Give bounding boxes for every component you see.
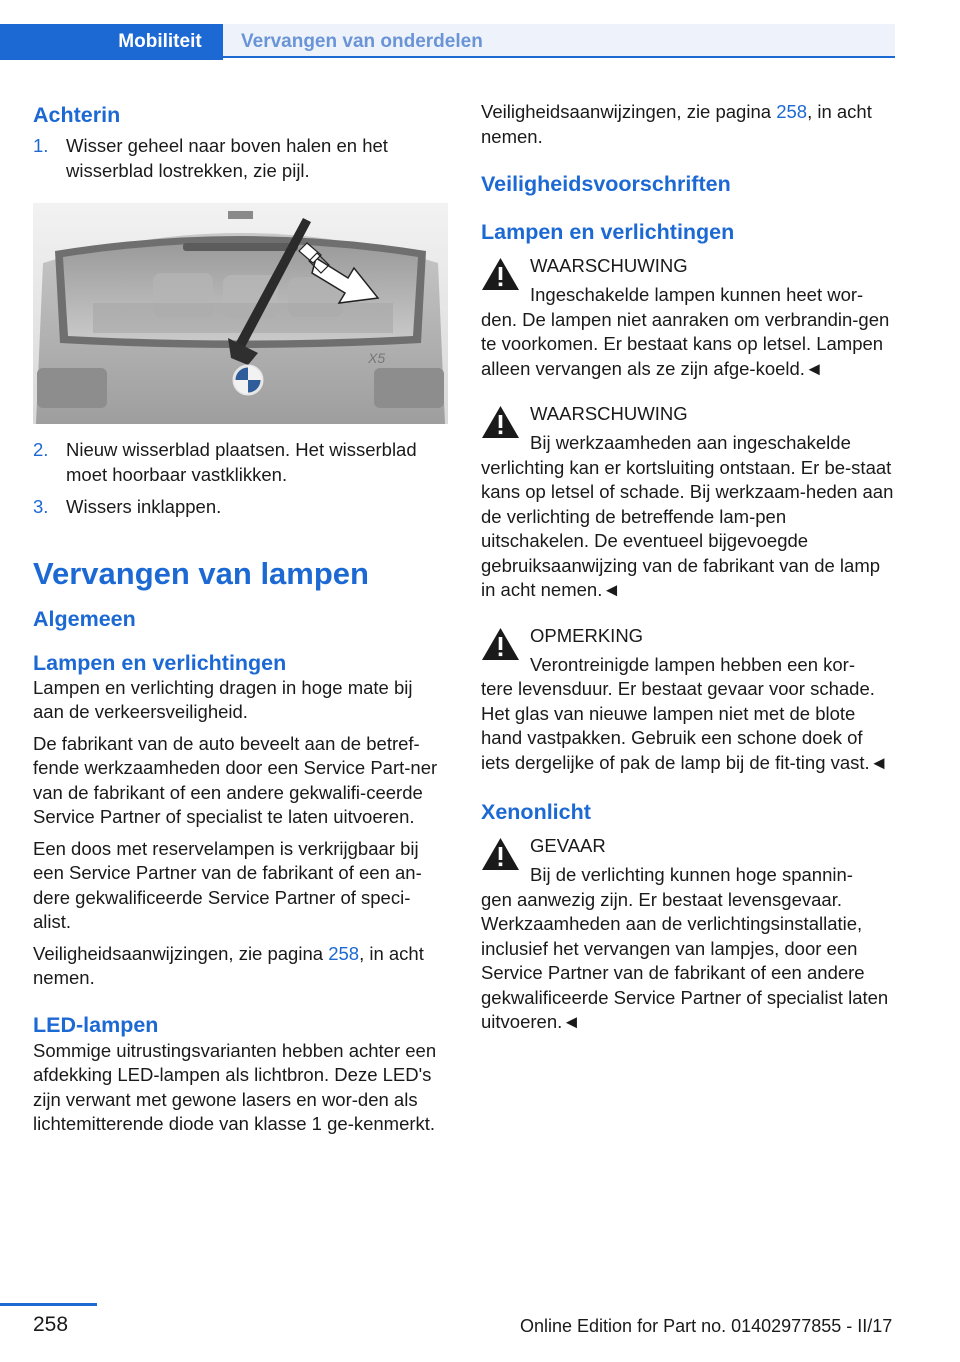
danger-text: gen aanwezig zijn. Er bestaat levensgevaar. Werkzaamheden aan de verlichtingsinstallatie, inclusief het vervangen van lampjes, door een Service Partner van de fabrikant of een andere gekwalificeerde Service Partner of specialist laten uitvoeren.◄ [481, 888, 889, 1032]
warning-text-first: Ingeschakelde lampen kunnen heet wor‐ [530, 284, 864, 305]
step-number: 1. [33, 135, 49, 156]
heading-algemeen: Algemeen [33, 606, 136, 631]
heading-achterin: Achterin [33, 103, 121, 127]
paragraph: De fabrikant van de auto beveelt aan de betref‐fende werkzaamheden door een Service Part‐ner van de fabrikant of een andere gekwalifi‐ceerde Service Partner of specialist te laten uitvoeren. [33, 732, 438, 827]
header-tab-section[interactable]: Vervangen van onderdelen [223, 24, 895, 58]
warning-text: den. De lampen niet aanraken om verbrandin‐gen te voorkomen. Er bestaat kans op letsel. Lampen alleen vervangen als ze zijn afge‐koeld.◄ [481, 308, 890, 379]
warning-text: verlichting kan er kortsluiting ontstaan. Er be‐staat kans op letsel of schade. Bij werkzaam‐heden aan de verlichting de betreffende lam‐pen uitschakelen. De eventueel bijgevoegde gebruiksaanwijzing van de fabrikant van de lamp in acht nemen.◄ [481, 456, 894, 600]
heading-vervangen-van-lampen: Vervangen van lampen [33, 555, 369, 591]
paragraph: Sommige uitrustingsvarianten hebben achter een afdekking LED-lampen als lichtbron. Deze LED's zijn verwant met gewone lasers en wor‐den als lichtemitterende diode van klasse 1 ge‐kenmerkt. [33, 1039, 437, 1134]
notice-text-first: Verontreinigde lampen hebben een kor‐ [530, 653, 856, 675]
step-2 [33, 438, 448, 487]
warning-triangle-icon [481, 405, 520, 439]
warning-block [481, 253, 896, 381]
heading-lampen-en-verlichtingen: Lampen en verlichtingen [33, 650, 287, 675]
left-column [33, 100, 448, 1144]
text: Veiligheidsaanwijzingen, zie pagina [33, 942, 329, 964]
page-link[interactable]: 258 [776, 101, 808, 122]
footer-accent-line [0, 1303, 97, 1306]
step-text: Wisser geheel naar boven halen en het wisserblad lostrekken, zie pijl. [66, 135, 388, 181]
danger-text-first: Bij de verlichting kunnen hoge spannin‐ [530, 864, 853, 885]
warning-triangle-icon [481, 837, 520, 871]
heading-veiligheidsvoorschriften: Veiligheidsvoorschriften [481, 172, 731, 196]
warning-text-first: Bij werkzaamheden aan ingeschakelde [530, 432, 851, 453]
paragraph-safety-ref [33, 942, 448, 991]
warning-title: WAARSCHUWING [530, 255, 688, 276]
heading-xenonlicht: Xenonlicht [481, 800, 591, 824]
paragraph: Lampen en verlichting dragen in hoge mate bij aan de verkeersveiligheid. [33, 676, 413, 722]
rear-wiper-photo [33, 203, 448, 424]
step-text: Nieuw wisserblad plaatsen. Het wisserblad moet hoorbaar vastklikken. [66, 439, 417, 485]
text: , in acht nemen. [33, 942, 424, 988]
right-column [481, 100, 896, 1035]
heading-lampen-en-verlichtingen: Lampen en verlichtingen [481, 220, 735, 244]
page-header [0, 24, 895, 62]
text: Veiligheidsaanwijzingen, zie pagina [481, 101, 777, 122]
heading-led-lampen: LED-lampen [33, 1012, 159, 1037]
header-tab-mobiliteit[interactable]: Mobiliteit [97, 24, 223, 60]
step-number: 2. [33, 439, 49, 460]
footer-edition: Online Edition for Part no. 01402977855 - II/17 [520, 1316, 893, 1336]
danger-block [481, 833, 896, 1035]
warning-title: WAARSCHUWING [530, 403, 688, 424]
paragraph: Een doos met reservelampen is verkrijgbaar bij een Service Partner van de fabrikant of een an‐dere gekwalificeerde Service Partner of speci‐alist. [33, 837, 422, 932]
step-1 [33, 134, 448, 183]
step-number: 3. [33, 496, 49, 517]
notice-title: OPMERKING [530, 624, 644, 646]
warning-triangle-icon [481, 627, 520, 661]
danger-title: GEVAAR [530, 835, 606, 856]
text: , in acht nemen. [481, 101, 872, 147]
warning-block [481, 401, 896, 603]
badge-text: X5 [368, 350, 386, 366]
page-number: 258 [33, 1313, 69, 1336]
notice-block [481, 623, 896, 776]
paragraph-safety-ref [481, 100, 896, 149]
step-text: Wissers inklappen. [66, 496, 222, 517]
notice-text: tere levensduur. Er bestaat gevaar voor schade. Het glas van nieuwe lampen niet met de blote hand vastpakken. Gebruik een schone doek of iets dergelijke of pak de lamp bij de fit‐ting vast.◄ [481, 678, 889, 773]
warning-triangle-icon [481, 257, 520, 291]
page-link[interactable]: 258 [328, 942, 360, 964]
step-3 [33, 495, 448, 520]
